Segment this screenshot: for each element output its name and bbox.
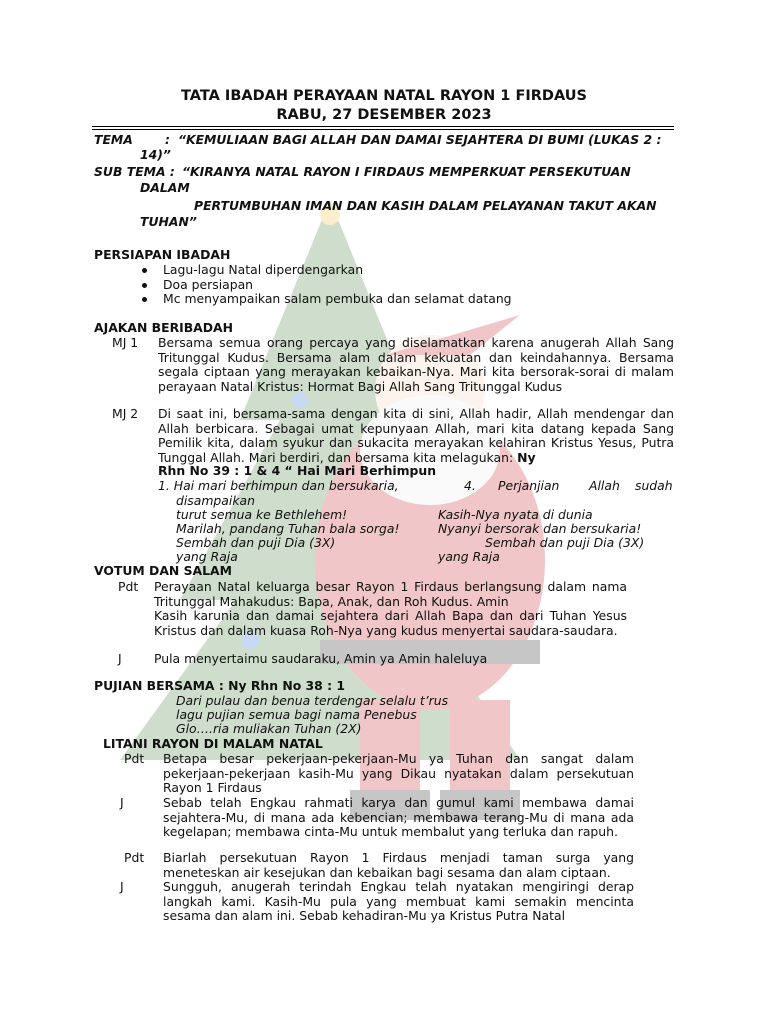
votum-pdt-label: Pdt [118,579,139,594]
pujian-line2: lagu pujian semua bagi nama Penebus [176,707,417,722]
ajakan-heading: AJAKAN BERIBADAH [94,320,234,335]
hymn39-v4-line2: Kasih-Nya nyata di dunia [438,507,593,522]
hymn39-v1-line5: Sembah dan puji Dia (3X) [176,535,336,550]
subtema-line4: TUHAN” [140,214,197,229]
pujian-line1: Dari pulau dan benua terdengar selalu t’rus [176,693,449,708]
votum-pdt-text2: Kasih karunia dan damai sejahtera dari Allah Bapa dan dari Tuhan Yesus Kristus dan dalam kuasa Roh-Nya yang kudus menyertai saudara-saudara. [154,608,627,638]
hymn39-v4-line4: Sembah dan puji Dia (3X) [485,535,645,550]
litani-row-text: Betapa besar pekerjaan-pekerjaan-Mu ya Tuhan dan sangat dalam pekerjaan-pekerjaan kasih-Mu yang Dikau nyatakan dalam persekutuan Rayon 1 Firdaus [163,751,634,795]
persiapan-heading: PERSIAPAN IBADAH [94,247,231,262]
subtema-line1: “KIRANYA NATAL RAYON I FIRDAUS MEMPERKUAT PERSEKUTUAN [182,164,631,179]
litani-row-text: Sungguh, anugerah terindah Engkau telah nyatakan mengiringi derap langkah kami. Kasih-Mu pula yang membuat kami semakin mencinta sesama dan alam ini. Sebab kehadiran-Mu ya Kristus Putra Natal [163,879,634,923]
votum-j-label: J [118,651,122,666]
litani-row-label: J [120,879,124,894]
pujian-line3: Glo….ria muliakan Tuhan (2X) [176,721,362,736]
litani-row-text: Biarlah persekutuan Rayon 1 Firdaus menjadi taman surga yang meneteskan air kesejukan dan kebaikan bagi sesama dan alam ciptaan. [163,850,634,880]
hymn39-v1-line6: yang Raja [176,549,238,564]
title-separator-bottom [92,129,674,130]
persiapan-item: Doa persiapan [163,278,512,293]
persiapan-item: Mc menyampaikan salam pembuka dan selamat datang [163,292,512,307]
mj2-label: MJ 2 [112,406,139,421]
subtema-line3: PERTUMBUHAN IMAN DAN KASIH DALAM PELAYANAN TAKUT AKAN [194,198,657,213]
document-title-line1: TATA IBADAH PERAYAAN NATAL RAYON 1 FIRDAUS [181,88,587,104]
hymn39-v4-word2: Perjanjian [498,478,560,493]
hymn39-v4-line5: yang Raja [438,549,500,564]
votum-j-text: Pula menyertaimu saudaraku, Amin ya Amin haleluya [154,651,488,666]
hymn39-v1-line4: Marilah, pandang Tuhan bala sorga! [176,521,400,536]
tema-line1: “KEMULIAAN BAGI ALLAH DAN DAMAI SEJAHTERA DI BUMI (LUKAS 2 : [178,132,662,147]
votum-pdt-text1: Perayaan Natal keluarga besar Rayon 1 Firdaus berlangsung dalam nama Tritunggal Mahakudus: Bapa, Anak, dan Roh Kudus. Amin [154,579,627,609]
litani-row-label: J [120,795,124,810]
subtema-label: SUB TEMA : [94,164,175,179]
pujian-heading: PUJIAN BERSAMA : Ny Rhn No 38 : 1 [94,678,346,693]
litani-row-text: Sebab telah Engkau rahmati karya dan gumul kami membawa damai sejahtera-Mu, di mana ada kebencian; membawa terang-Mu di mana ada kegelapan; membawa cinta-Mu untuk membalut yang terluka dan rapuh. [163,795,634,839]
title-separator-top [92,126,674,127]
hymn39-v1-line3: turut semua ke Bethlehem! [176,507,348,522]
hymn39-v1-line2: disampaikan [176,493,255,508]
mj1-label: MJ 1 [112,335,139,350]
mj2-song-title: Ny [517,449,536,465]
document-title-line2: RABU, 27 DESEMBER 2023 [276,107,492,123]
mj2-song-rest: Rhn No 39 : 1 & 4 “ Hai Mari Berhimpun [158,463,437,478]
bullet-icon [142,283,147,288]
hymn39-v4-word3: Allah [589,478,620,493]
hymn39-v4-word1: 4. [464,478,476,493]
tema-line2: 14)” [140,147,171,162]
tema-label: TEMA [94,132,133,147]
mj1-text: Bersama semua orang percaya yang diselamatkan karena anugerah Allah Sang Tritunggal Kudus. Bersama alam dalam kekuatan dan keindahannya. Bersama segala ciptaan yang merayakan kebaikan-Nya. Mari kita bersorak-sorai di malam perayaan Natal Kristus: Hormat Bagi Allah Sang Tritunggal Kudus [158,335,674,394]
subtema-line2: DALAM [140,180,190,195]
bullet-icon [142,268,147,273]
mj2-text: Di saat ini, bersama-sama dengan kita di sini, Allah hadir, Allah mendengar dan Allah berbicara. Sebagai umat kepunyaan Allah, mari kita datang kepada Sang Pemilik kita, dalam syukur dan sukacita merayakan kelahiran Kristus Yesus, Putra Tunggal Allah. Mari berdiri, dan bersama kita melagukan: Ny [158,406,674,465]
persiapan-item: Lagu-lagu Natal diperdengarkan [163,263,512,278]
tema-colon: : [165,132,170,147]
hymn39-v1-line1: 1. Hai mari berhimpun dan bersukaria, [158,478,399,493]
bullet-icon [142,297,147,302]
votum-heading: VOTUM DAN SALAM [94,563,232,578]
litani-heading: LITANI RAYON DI MALAM NATAL [103,736,323,751]
persiapan-list [163,263,512,307]
hymn39-v4-line3: Nyanyi bersorak dan bersukaria! [438,521,642,536]
litani-row-label: Pdt [124,850,145,865]
litani-row-label: Pdt [124,751,145,766]
hymn39-v4-word4: sudah [635,478,673,493]
